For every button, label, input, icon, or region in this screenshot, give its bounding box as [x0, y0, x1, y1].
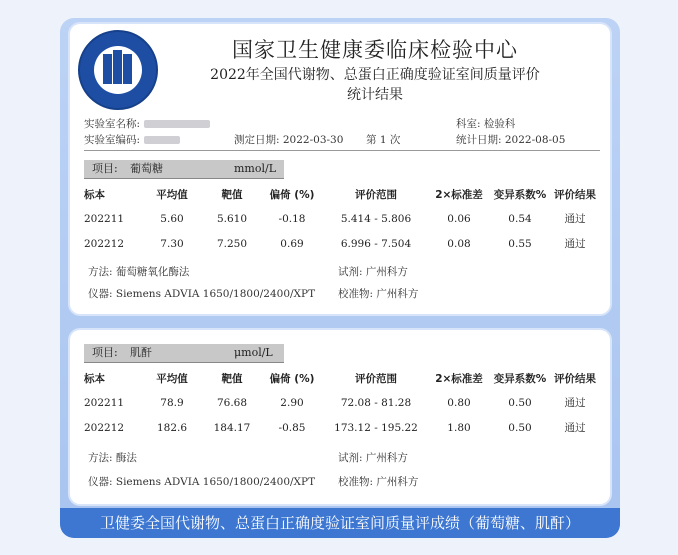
report-card-creatinine [70, 330, 610, 504]
round-label: 第 1 次 [366, 134, 401, 146]
lab-name-redacted [144, 118, 210, 130]
item-bar-creatinine: 项目: 肌酐 μmol/L [84, 344, 284, 363]
stat-date-label: 统计日期: 2022-08-05 [456, 134, 566, 146]
lab-name-label: 实验室名称: [84, 118, 141, 130]
report-subtitle-2: 统计结果 [347, 87, 403, 103]
item-unit: μmol/L [234, 346, 273, 359]
method-label: 方法: 葡萄糖氧化酶法 [88, 266, 190, 278]
instrument-label: 仪器: Siemens ADVIA 1650/1800/2400/XPT [88, 288, 316, 300]
lab-code-redacted [144, 134, 180, 146]
calibrator-label: 校准物: 广州科方 [338, 288, 419, 300]
results-table-glucose [84, 182, 600, 256]
table-row: 202212 7.30 7.250 0.69 6.996 - 7.504 0.08 0.55 通过 [84, 237, 586, 250]
item-unit: mmol/L [234, 162, 277, 175]
calibrator-label: 校准物: 广州科方 [338, 476, 419, 488]
table-header-row: 标本 平均值 靶值 偏倚 (%) 评价范围 2×标准差 变异系数% 评价结果 [84, 372, 596, 385]
report-title: 国家卫生健康委临床检验中心 [232, 38, 518, 62]
table-row: 202211 5.60 5.610 -0.18 5.414 - 5.806 0.06 0.54 通过 [84, 212, 586, 225]
report-subtitle: 2022年全国代谢物、总蛋白正确度验证室间质量评价 [210, 67, 540, 83]
divider [84, 150, 600, 151]
item-bar-glucose: 项目: 葡萄糖 mmol/L [84, 160, 284, 179]
reagent-label: 试剂: 广州科方 [338, 266, 408, 278]
item-name: 肌酐 [130, 346, 152, 359]
table-header-row: 标本 平均值 靶值 偏倚 (%) 评价范围 2×标准差 变异系数% 评价结果 [84, 188, 596, 201]
reagent-label: 试剂: 广州科方 [338, 452, 408, 464]
table-row: 202211 78.9 76.68 2.90 72.08 - 81.28 0.80 0.50 通过 [84, 396, 586, 409]
lab-code-label: 实验室编码: [84, 134, 141, 146]
item-name: 葡萄糖 [130, 162, 163, 175]
caption-banner: 卫健委全国代谢物、总蛋白正确度验证室间质量评成绩（葡萄糖、肌酐） [60, 508, 620, 538]
method-label: 方法: 酶法 [88, 452, 137, 464]
report-card-glucose [70, 24, 610, 314]
instrument-label: 仪器: Siemens ADVIA 1650/1800/2400/XPT [88, 476, 316, 488]
test-date-label: 测定日期: 2022-03-30 [234, 134, 344, 146]
results-table-creatinine [84, 366, 600, 440]
table-row: 202212 182.6 184.17 -0.85 173.12 - 195.22 1.80 0.50 通过 [84, 421, 586, 434]
dept-label: 科室: 检验科 [456, 118, 516, 130]
